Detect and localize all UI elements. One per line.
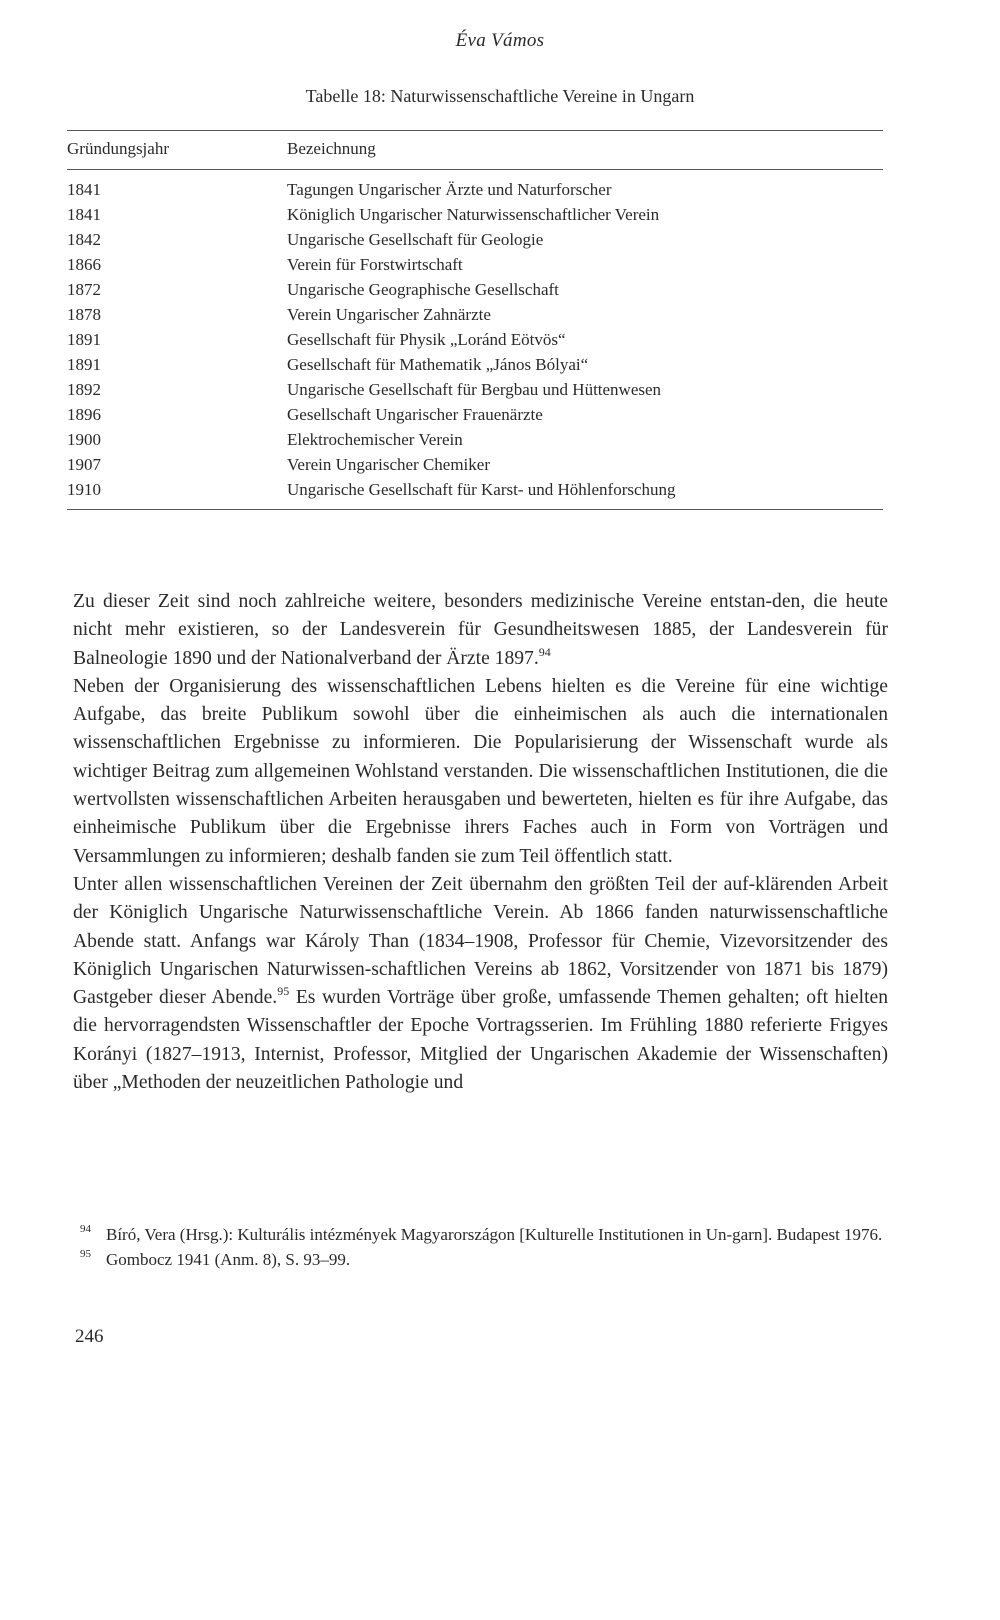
table-row [67, 202, 883, 227]
row-name: Ungarische Gesellschaft für Karst- und Höhlenforschung [287, 480, 676, 499]
table-row [67, 327, 883, 352]
footnote [80, 1222, 888, 1247]
paragraph [73, 871, 888, 1097]
table-row [67, 302, 883, 327]
row-year: 1841 [67, 205, 101, 224]
table-top-rule [67, 130, 883, 131]
table-row [67, 352, 883, 377]
table-row [67, 402, 883, 427]
table-header-row [67, 139, 883, 165]
row-year: 1891 [67, 330, 101, 349]
paragraph [73, 588, 888, 673]
row-name: Gesellschaft Ungarischer Frauenärzte [287, 405, 543, 424]
row-year: 1896 [67, 405, 101, 424]
footnote-text: Gombocz 1941 (Anm. 8), S. 93–99. [106, 1250, 351, 1269]
column-header-year: Gründungsjahr [67, 139, 169, 158]
row-year: 1841 [67, 180, 101, 199]
footnote-reference: 94 [538, 644, 551, 659]
row-year: 1907 [67, 455, 101, 474]
row-year: 1878 [67, 305, 101, 324]
footnote-text: Bíró, Vera (Hrsg.): Kulturális intézmények Magyarországon [Kulturelle Institutionen in Un-garn]. Budapest 1976. [106, 1225, 883, 1244]
running-head: Éva Vámos [455, 30, 545, 51]
body-text [73, 588, 888, 1097]
row-name: Ungarische Gesellschaft für Geologie [287, 230, 544, 249]
row-name: Verein Ungarischer Zahnärzte [287, 305, 491, 324]
row-year: 1866 [67, 255, 101, 274]
row-year: 1842 [67, 230, 101, 249]
footnotes [80, 1222, 888, 1272]
paragraph-text: Zu dieser Zeit sind noch zahlreiche weitere, besonders medizinische Vereine entstan-den, die heute nicht mehr existieren, so der Landesverein für Gesundheitswesen 1885, der Landesverein für Balneologie 1890 und der Nationalverband der Ärzte 1897. [73, 591, 888, 669]
row-year: 1892 [67, 380, 101, 399]
paragraph-text: Es wurden Vorträge über große, umfassende Themen gehalten; oft hielten die hervorragendsten Wissenschaftler der Epoche Vortragsserien. Im Frühling 1880 referierte Frigyes Korányi (1827–1913, Internist, Professor, Mitglied der Ungarischen Akademie der Wissenschaften) über „Methoden der neuzeitlichen Pathologie und [73, 987, 889, 1094]
table-row [67, 252, 883, 277]
table-row [67, 177, 883, 202]
paragraph-text: Neben der Organisierung des wissenschaftlichen Lebens hielten es die Vereine für eine wichtige Aufgabe, das breite Publikum sowohl über die einheimischen als auch die internationalen wissenschaftlichen Ergebnisse zu informieren. Die Popularisierung der Wissenschaft wurde als wichtiger Beitrag zum allgemeinen Wohlstand verstanden. Die wissenschaftlichen Institutionen, die die wertvollsten wissenschaftlichen Arbeiten herausgaben und bewerteten, hielten es für ihre Aufgabe, das einheimische Publikum über die Ergebnisse ihrers Faches auch in Form von Vorträgen und Versammlungen zu informieren; deshalb fanden sie zum Teil öffentlich statt. [73, 675, 888, 867]
column-header-name: Bezeichnung [287, 139, 376, 158]
row-name: Tagungen Ungarischer Ärzte und Naturforscher [287, 180, 612, 199]
row-year: 1891 [67, 355, 101, 374]
row-name: Ungarische Geographische Gesellschaft [287, 280, 559, 299]
row-year: 1872 [67, 280, 101, 299]
table-row [67, 277, 883, 302]
table-body [67, 177, 883, 502]
row-year: 1900 [67, 430, 101, 449]
row-name: Gesellschaft für Physik „Loránd Eötvös“ [287, 330, 566, 349]
table-bottom-rule [67, 509, 883, 510]
page-number: 246 [75, 1326, 104, 1347]
row-name: Ungarische Gesellschaft für Bergbau und Hüttenwesen [287, 380, 662, 399]
table-row [67, 427, 883, 452]
footnote-reference: 95 [277, 984, 290, 999]
footnote-mark: 95 [80, 1248, 91, 1260]
table-header-rule [67, 169, 883, 170]
row-name: Verein für Forstwirtschaft [287, 255, 463, 274]
row-name: Gesellschaft für Mathematik „János Bólyai“ [287, 355, 589, 374]
row-name: Elektrochemischer Verein [287, 430, 463, 449]
table-row [67, 452, 883, 477]
table-row [67, 477, 883, 502]
paragraph [73, 673, 888, 871]
paragraph-text: Unter allen wissenschaftlichen Vereinen der Zeit übernahm den größten Teil der auf-klärenden Arbeit der Königlich Ungarische Naturwissenschaftliche Verein. Ab 1866 fanden naturwissenschaftliche Abende statt. Anfangs war Károly Than (1834–1908, Professor für Chemie, Vizevorsitzender des Königlich Ungarischen Naturwissen-schaftlichen Vereins ab 1862, Vorsitzender von 1871 bis 1879) Gastgeber dieser Abende. [73, 873, 888, 1009]
table-row [67, 377, 883, 402]
footnote-mark: 94 [80, 1223, 91, 1235]
row-name: Verein Ungarischer Chemiker [287, 455, 490, 474]
table-caption: Tabelle 18: Naturwissenschaftliche Vereine in Ungarn [305, 86, 695, 106]
table-row [67, 227, 883, 252]
row-year: 1910 [67, 480, 101, 499]
row-name: Königlich Ungarischer Naturwissenschaftlicher Verein [287, 205, 660, 224]
footnote [80, 1247, 888, 1272]
